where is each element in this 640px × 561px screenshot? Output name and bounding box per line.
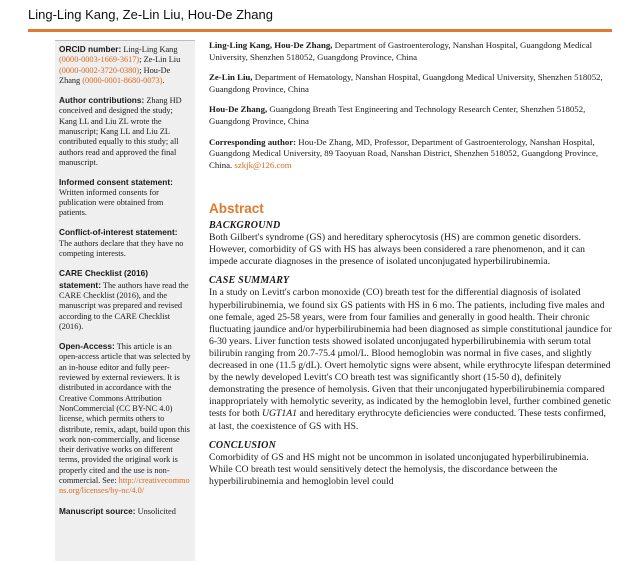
affiliation-2-text: Department of Hematology, Nanshan Hospital, Guangdong Medical University, Shenzhen 518052, Guangdong Province, China: [209, 72, 603, 94]
orcid-author-c: ; Hou-De Zhang: [59, 65, 171, 85]
gene-name: UGT1A1: [262, 408, 298, 420]
background-heading: BACKGROUND: [209, 220, 281, 231]
consent-block: [59, 177, 191, 218]
orcid-link-a[interactable]: (0000-0003-1669-3617): [59, 55, 140, 65]
affiliation-3-text: Guangdong Breath Test Engineering and Technology Research Center, Shenzhen 518052, Guangdong Province, China: [209, 104, 586, 126]
consent-text: Written informed consents for publication were obtained from patients.: [59, 187, 164, 218]
open-access-text: This article is an open-access article that was selected by an in-house editor and fully peer-reviewed by external reviewers. It is distributed in accordance with the Creative Commons Attribution NonCommercial (CC BY-NC 4.0) license, which permits others to distribute, remix, adapt, build upon this work non-commercially, and license their derivative works on different terms, provided the original work is properly cited and the use is non-commercial. See:: [59, 342, 191, 485]
case-summary-heading: CASE SUMMARY: [209, 275, 290, 287]
case-summary-part-a: In a study on Levitt's carbon monoxide (CO) breath test for the differential diagnosis of isolated hyperbilirubinemia, we found six GS patients with HS in 6 mo. The patients, including five males and one female, aged 25-58 years, were from four families and generally in good health. Their chronic fluctuating jaundice and/or hyperbilirubinemia had been diagnosed as simple constitutional jaundice for 6-30 years. Liver function tests showed isolated unconjugated hyperbilirubinemia with serum total bilirubin ranging from 20.7-75.4 μmol/L. Blood hemoglobin was normal in five cases, and slightly decreased in one (11.5 g/dL). Overt hemolytic signs were absent, while erythrocyte lifespan determined by the newly developed Levitt's CO breath test was significantly short (15-50 d), definitely demonstrating the presence of hemolysis. Given that their unconjugated hyperbilirubinemia compared inappropriately with hemolytic severity, as indicated by the hemoglobin level, further combined genetic tests for both: [209, 287, 612, 420]
abstract-title: Abstract: [209, 201, 264, 216]
affiliation-1-text: Department of Gastroenterology, Nanshan Hospital, Guangdong Medical University, Shenzhen 518052, Guangdong Province, China: [209, 40, 593, 62]
source-text: Unsolicited: [137, 506, 176, 516]
case-summary-text: [209, 287, 613, 432]
corresponding-text: Hou-De Zhang, MD, Professor, Department of Gastroenterology, Nanshan Hospital, Guangdong Medical University, 89 Taoyuan Road, Nanshan District, Shenzhen 518052, Guangdong Province, China.: [209, 136, 599, 170]
care-block: [59, 268, 191, 332]
affiliation-1: [209, 40, 614, 63]
header-rule: [28, 29, 612, 32]
orcid-block: [59, 44, 191, 86]
coi-text: The authors declare that they have no competing interests.: [59, 238, 184, 259]
affiliation-2-names: Ze-Lin Liu,: [209, 72, 253, 83]
affiliation-2: [209, 72, 614, 95]
orcid-end: .: [162, 75, 165, 85]
conclusion-text: Comorbidity of GS and HS might not be uncommon in isolated unconjugated hyperbilirubinemia. While CO breath test would sensitively detect the hemolysis, the discordance between the hyperbilirubinemia and hemoglobin level could: [209, 451, 589, 487]
source-block: [59, 506, 191, 517]
affiliation-1-names: Ling-Ling Kang, Hou-De Zhang,: [209, 40, 333, 50]
orcid-author-a: Ling-Ling Kang: [123, 45, 178, 54]
contributions-text: Zhang HD conceived and designed the study; Kang LL and Liu ZL wrote the manuscript; Kang LL and Liu ZL contributed equally to this study; all authors read and approved the final manuscript.: [59, 96, 182, 167]
corresponding-email[interactable]: szkjk@126.com: [234, 159, 292, 170]
license-link[interactable]: http://creativecommons.org/licenses/by-nc/4.0/: [59, 475, 190, 496]
corresponding-author: [209, 137, 614, 172]
coi-label: Conflict-of-interest statement:: [59, 227, 178, 238]
affiliation-3: [209, 104, 614, 127]
orcid-link-c[interactable]: (0000-0001-8680-0073): [82, 75, 163, 85]
background-text: Both Gilbert's syndrome (GS) and hereditary spherocytosis (HS) are common genetic disorders. However, comorbidity of GS with HS has always been considered a rare phenomenon, and it can impede accurate diagnoses in the presence of isolated unconjugated hyperbilirubinemia.: [209, 232, 585, 268]
source-label: Manuscript source:: [59, 505, 136, 516]
abstract-body: [209, 220, 613, 495]
case-summary-part-b: and hereditary erythrocyte deficiencies were conducted. These tests confirmed, at last, the coexistence of GS with HS.: [209, 408, 606, 432]
orcid-author-b: ; Ze-Lin Liu: [139, 55, 181, 65]
affiliation-3-names: Hou-De Zhang,: [209, 104, 268, 115]
open-access-label: Open-Access:: [59, 341, 115, 352]
care-label: CARE Checklist (2016) statement:: [59, 268, 148, 290]
corresponding-label: Corresponding author:: [209, 136, 297, 147]
consent-label: Informed consent statement:: [59, 177, 173, 188]
orcid-label: ORCID number:: [59, 44, 122, 54]
contributions-label: Author contributions:: [59, 95, 145, 106]
contributions-block: [59, 95, 191, 168]
orcid-link-b[interactable]: (0000-0002-3720-0380): [59, 65, 140, 75]
conclusion-heading: CONCLUSION: [209, 439, 277, 451]
care-text: The authors have read the CARE Checklist (2016), and the manuscript was prepared and revised according to the CARE Checklist (2016).: [59, 280, 189, 331]
affiliations: [209, 40, 614, 180]
open-access-block: [59, 341, 191, 496]
header-authors: Ling-Ling Kang, Ze-Lin Liu, Hou-De Zhang: [28, 7, 273, 22]
coi-block: [59, 227, 191, 259]
article-info-sidebar: [55, 40, 195, 561]
